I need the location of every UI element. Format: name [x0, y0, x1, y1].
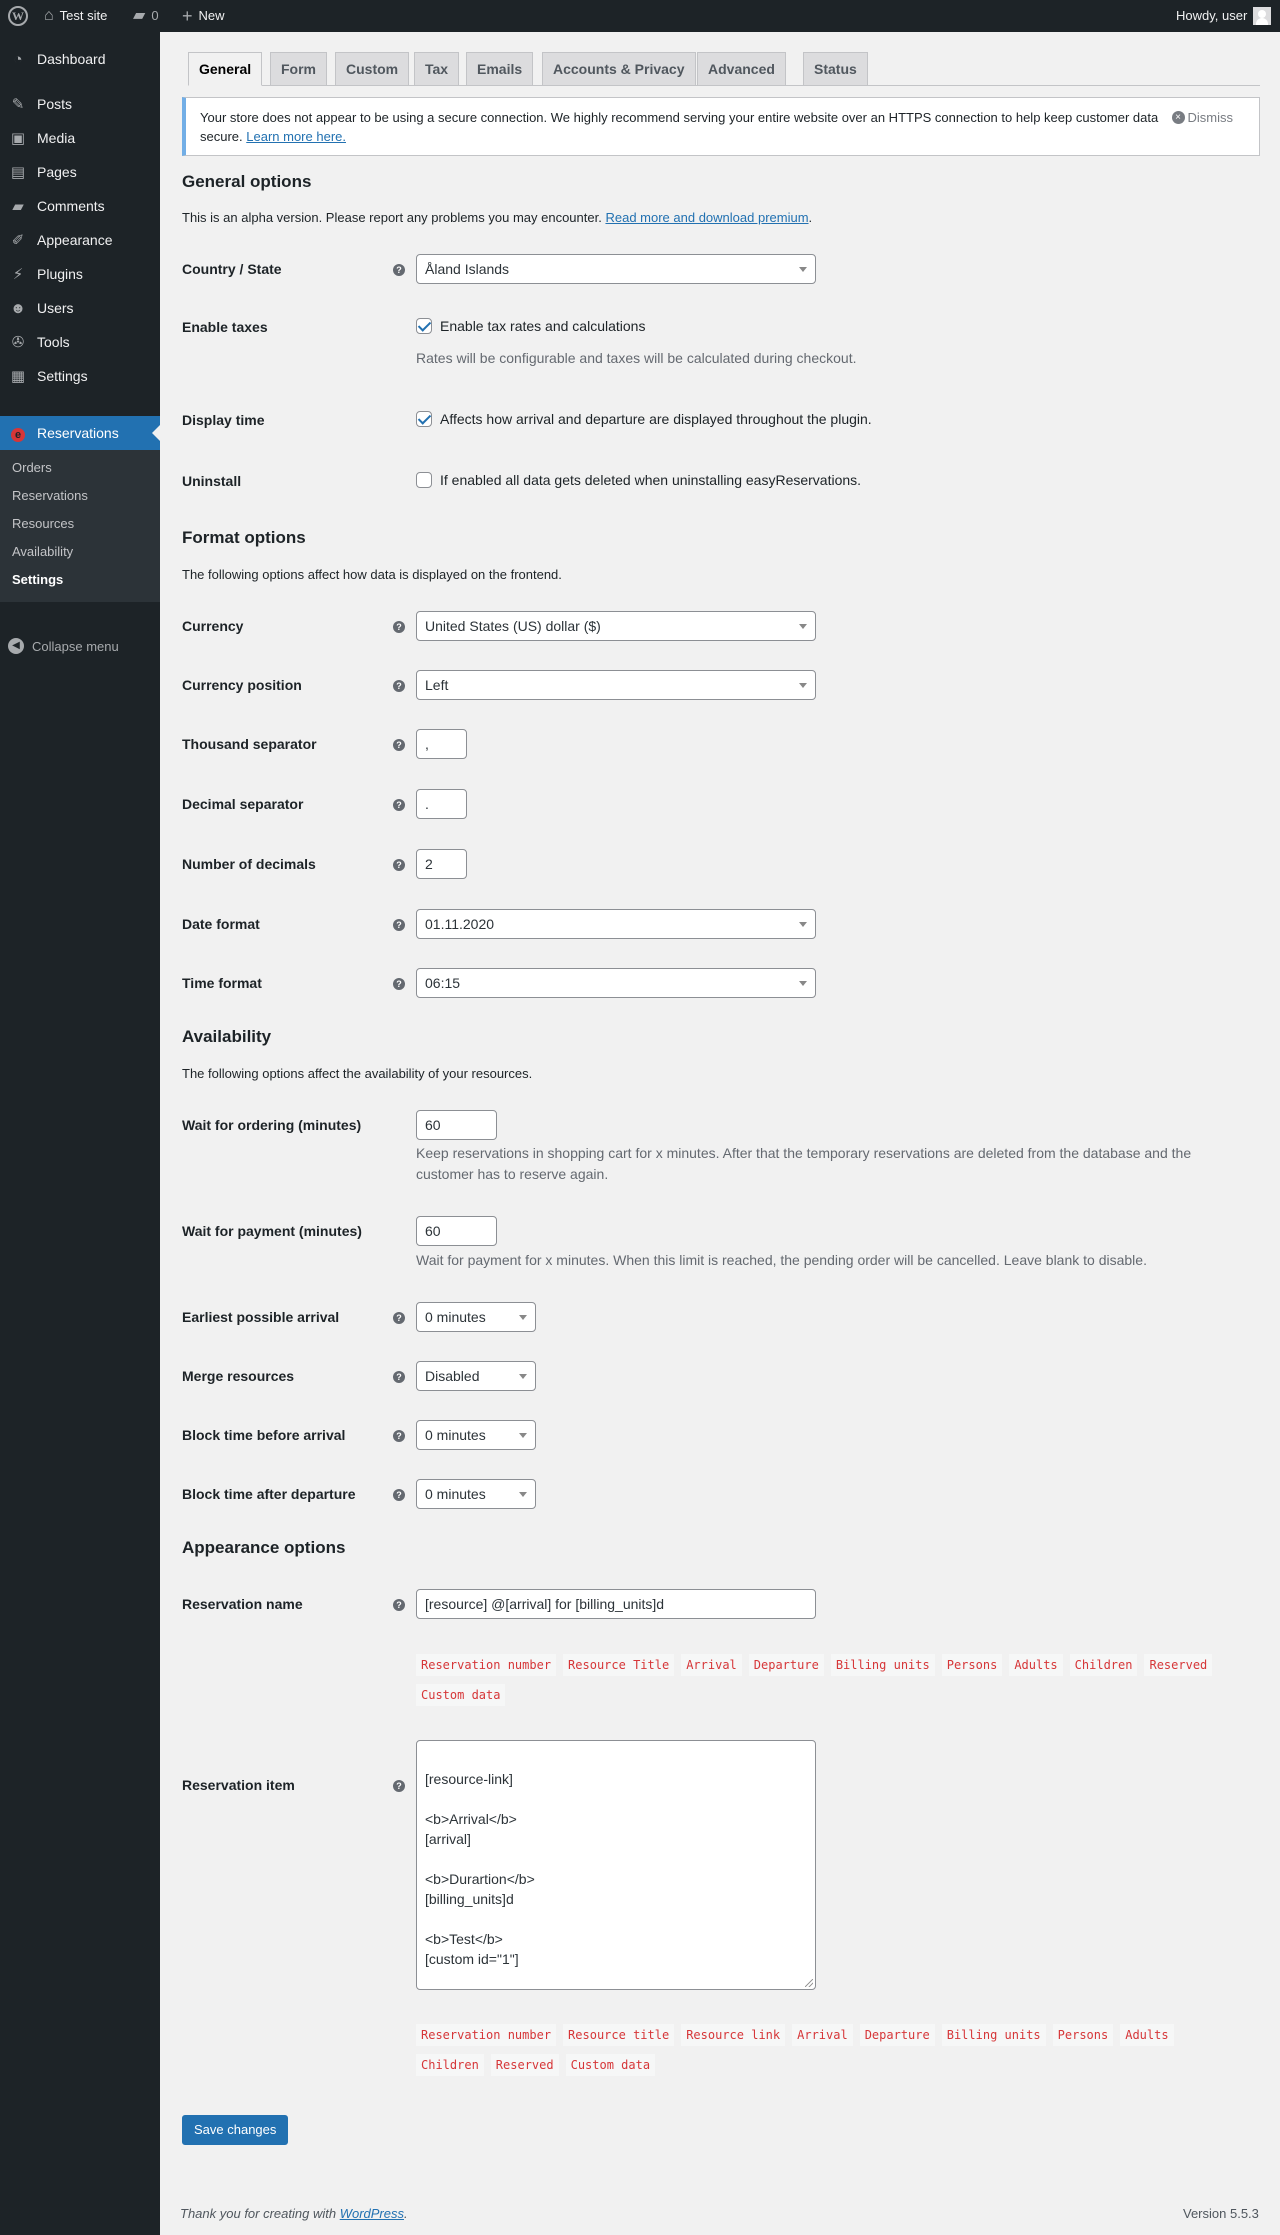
close-icon: ×: [1172, 111, 1185, 124]
submenu-item-settings[interactable]: Settings: [12, 572, 64, 587]
plus-icon: +: [182, 6, 193, 26]
avatar: [1253, 7, 1271, 25]
submenu-item-reservations[interactable]: Reservations: [12, 488, 88, 503]
placeholder-tag[interactable]: Reserved: [491, 2054, 559, 2076]
tab-status[interactable]: Status: [803, 52, 868, 86]
reservations-icon-wrap: [8, 425, 28, 442]
block-after-departure-label: Block time after departure: [182, 1486, 356, 1502]
placeholder-tag[interactable]: Billing units: [942, 2024, 1046, 2046]
footer-period: .: [404, 2206, 408, 2221]
placeholder-tag[interactable]: Custom data: [416, 1684, 505, 1706]
sidebar-item-posts[interactable]: [0, 87, 160, 121]
submenu-item-availability[interactable]: Availability: [12, 544, 74, 559]
tab-accounts-privacy[interactable]: Accounts & Privacy: [542, 52, 696, 86]
help-icon[interactable]: ?: [393, 1489, 405, 1501]
collapse-menu-label: Collapse menu: [32, 638, 119, 654]
enable-taxes-text: Enable tax rates and calculations: [440, 318, 646, 334]
uninstall-row: [416, 472, 861, 488]
reservation-item-tags: [416, 2024, 1246, 2076]
sidebar-item-label: Tools: [37, 334, 70, 350]
display-time-label: Display time: [182, 412, 265, 428]
wordpress-logo-icon: W: [8, 6, 28, 26]
enable-taxes-label: Enable taxes: [182, 319, 268, 335]
dismiss-button[interactable]: [1172, 108, 1234, 127]
https-notice: [182, 97, 1260, 156]
sidebar-item-tools[interactable]: [0, 325, 160, 359]
number-of-decimals-label: Number of decimals: [182, 856, 316, 872]
help-icon[interactable]: ?: [393, 1780, 405, 1792]
notice-text: Your store does not appear to be using a secure connection. We highly recommend serving your entire website over an HTTPS connection to help keep customer data secure.: [200, 110, 1159, 144]
placeholder-tag[interactable]: Billing units: [831, 1654, 935, 1676]
placeholder-tag[interactable]: Resource title: [563, 2024, 674, 2046]
sidebar-item-label: Dashboard: [37, 51, 106, 67]
sidebar-item-media[interactable]: [0, 121, 160, 155]
block-before-arrival-select[interactable]: 0 minutes: [416, 1420, 536, 1450]
tab-emails[interactable]: Emails: [466, 52, 533, 86]
sidebar-item-label: Appearance: [37, 232, 113, 248]
tab-advanced[interactable]: Advanced: [697, 52, 786, 86]
display-time-checkbox[interactable]: [416, 411, 432, 427]
sidebar-item-label: Comments: [37, 198, 105, 214]
uninstall-label: Uninstall: [182, 473, 242, 489]
comment-bubble-icon: ▰: [133, 7, 146, 24]
placeholder-tag[interactable]: Children: [1070, 1654, 1138, 1676]
help-icon[interactable]: ?: [393, 859, 405, 871]
resize-handle-icon[interactable]: [805, 1979, 813, 1987]
sidebar-item-plugins[interactable]: [0, 257, 160, 291]
sidebar-item-comments[interactable]: [0, 189, 160, 223]
wait-for-ordering-label: Wait for ordering (minutes): [182, 1117, 362, 1133]
placeholder-tag[interactable]: Departure: [749, 1654, 824, 1676]
sidebar-item-label: Pages: [37, 164, 77, 180]
merge-resources-select[interactable]: Disabled: [416, 1361, 536, 1391]
decimal-separator-label: Decimal separator: [182, 796, 304, 812]
footer-thanks: [180, 2206, 408, 2221]
tab-tax[interactable]: Tax: [414, 52, 459, 86]
wait-for-ordering-input[interactable]: 60: [416, 1110, 497, 1140]
my-account-link[interactable]: [1176, 0, 1271, 32]
sidebar-item-label: Posts: [37, 96, 73, 112]
page-icon: ▤: [10, 164, 26, 181]
download-premium-link[interactable]: Read more and download premium: [605, 210, 809, 225]
placeholder-tag[interactable]: Adults: [1009, 1654, 1062, 1676]
placeholder-tag[interactable]: Persons: [1053, 2024, 1114, 2046]
site-name-link[interactable]: [44, 0, 107, 32]
sidebar-item-label: Reservations: [37, 425, 119, 441]
display-time-row: [416, 411, 872, 427]
number-of-decimals-input[interactable]: 2: [416, 849, 467, 879]
new-content-link[interactable]: [182, 0, 225, 32]
decimal-separator-input[interactable]: .: [416, 789, 467, 819]
help-icon[interactable]: ?: [393, 1599, 405, 1611]
save-changes-button[interactable]: Save changes: [182, 2115, 288, 2145]
howdy-text: Howdy, user: [1176, 8, 1248, 23]
submenu-item-orders[interactable]: Orders: [12, 460, 52, 475]
sidebar-item-reservations[interactable]: [0, 416, 160, 450]
sidebar-item-pages[interactable]: [0, 155, 160, 189]
collapse-menu-button[interactable]: [8, 638, 119, 654]
enable-taxes-checkbox[interactable]: [416, 318, 432, 334]
sidebar-item-dashboard[interactable]: [0, 42, 160, 76]
help-icon[interactable]: ?: [393, 799, 405, 811]
help-icon[interactable]: ?: [393, 621, 405, 633]
reservation-name-tags: [416, 1654, 1246, 1706]
thousand-separator-label: Thousand separator: [182, 736, 317, 752]
plug-icon: ⚡: [12, 266, 24, 283]
admin-sidebar: [0, 32, 160, 2235]
reservation-name-input[interactable]: [resource] @[arrival] for [billing_units]d: [416, 1589, 816, 1619]
help-icon[interactable]: ?: [393, 919, 405, 931]
thousand-separator-input[interactable]: ,: [416, 729, 467, 759]
tab-custom[interactable]: Custom: [335, 52, 409, 86]
placeholder-tag[interactable]: Persons: [942, 1654, 1003, 1676]
wait-for-payment-description: Wait for payment for x minutes. When this limit is reached, the pending order will be cancelled. Leave blank to disable.: [416, 1252, 1147, 1268]
tab-general[interactable]: General: [188, 52, 262, 86]
availability-heading: Availability: [182, 1027, 272, 1046]
uninstall-text: If enabled all data gets deleted when uninstalling easyReservations.: [440, 472, 862, 488]
comment-icon: ▰: [12, 198, 24, 215]
display-time-text: Affects how arrival and departure are displayed throughout the plugin.: [440, 411, 872, 427]
enable-taxes-row: [416, 318, 645, 334]
country-state-select[interactable]: Åland Islands: [416, 254, 816, 284]
reservation-item-value: [resource-link] <b>Arrival</b> [arrival] <b>Durartion</b> [billing_units]d <b>Test</b> [custom id="1"]: [425, 1771, 535, 1967]
wait-for-payment-label: Wait for payment (minutes): [182, 1223, 362, 1239]
currency-label: Currency: [182, 618, 244, 634]
learn-more-link[interactable]: Learn more here.: [246, 129, 346, 144]
date-format-select[interactable]: 01.11.2020: [416, 909, 816, 939]
placeholder-tag[interactable]: Resource Title: [563, 1654, 674, 1676]
general-description: This is an alpha version. Please report any problems you may encounter. Read more and download premium.: [182, 210, 813, 225]
sidebar-item-settings[interactable]: [0, 359, 160, 393]
sidebar-item-label: Settings: [37, 368, 88, 384]
site-name: Test site: [59, 8, 108, 23]
taxes-description: Rates will be configurable and taxes will be calculated during checkout.: [416, 350, 857, 366]
currency-select[interactable]: United States (US) dollar ($): [416, 611, 816, 641]
placeholder-tag[interactable]: Reserved: [1144, 1654, 1212, 1676]
settings-tabs: [188, 52, 1260, 86]
user-icon: ☻: [10, 299, 26, 317]
brush-icon: ✐: [11, 232, 25, 249]
sidebar-item-users[interactable]: [0, 291, 160, 325]
appearance-options-heading: Appearance options: [182, 1538, 346, 1557]
settings-icon: ▦: [10, 368, 26, 385]
submenu-item-resources[interactable]: Resources: [12, 516, 75, 531]
wait-for-payment-input[interactable]: 60: [416, 1216, 497, 1246]
home-icon: ⌂: [44, 7, 54, 24]
help-icon[interactable]: ?: [393, 680, 405, 692]
availability-description: The following options affect the availability of your resources.: [182, 1066, 533, 1081]
earliest-arrival-select[interactable]: 0 minutes: [416, 1302, 536, 1332]
format-description: The following options affect how data is displayed on the frontend.: [182, 567, 562, 582]
block-after-departure-select[interactable]: 0 minutes: [416, 1479, 536, 1509]
help-icon[interactable]: ?: [393, 978, 405, 990]
format-options-heading: Format options: [182, 528, 306, 547]
placeholder-tag[interactable]: Departure: [860, 2024, 935, 2046]
reservation-name-label: Reservation name: [182, 1596, 303, 1612]
earliest-arrival-label: Earliest possible arrival: [182, 1309, 340, 1325]
reservations-icon: e: [11, 428, 25, 442]
dismiss-label: Dismiss: [1187, 110, 1233, 125]
reservation-item-label: Reservation item: [182, 1777, 295, 1793]
placeholder-tag[interactable]: Arrival: [681, 1654, 742, 1676]
wordpress-link[interactable]: WordPress: [339, 2206, 404, 2221]
admin-bar: [0, 0, 1280, 32]
media-icon: ▣: [10, 130, 26, 147]
reservation-item-textarea[interactable]: [416, 1740, 816, 1990]
sidebar-item-label: Users: [37, 300, 74, 316]
placeholder-tag[interactable]: Resource link: [681, 2024, 785, 2046]
time-format-label: Time format: [182, 975, 262, 991]
general-options-heading: General options: [182, 172, 312, 191]
wrench-icon: ✇: [11, 334, 25, 351]
new-label: New: [198, 8, 225, 23]
currency-position-label: Currency position: [182, 677, 302, 693]
placeholder-tag[interactable]: Children: [416, 2054, 484, 2076]
help-icon[interactable]: ?: [393, 1371, 405, 1383]
help-icon[interactable]: ?: [393, 1312, 405, 1324]
placeholder-tag[interactable]: Adults: [1120, 2024, 1173, 2046]
tab-form[interactable]: Form: [270, 52, 327, 86]
footer-thanks-text: Thank you for creating with: [180, 2206, 337, 2221]
placeholder-tag[interactable]: Custom data: [566, 2054, 655, 2076]
pin-icon: ✎: [11, 96, 25, 113]
footer-version: Version 5.5.3: [1183, 2206, 1259, 2221]
placeholder-tag[interactable]: Arrival: [792, 2024, 853, 2046]
block-before-arrival-label: Block time before arrival: [182, 1427, 346, 1443]
date-format-label: Date format: [182, 916, 260, 932]
country-state-label: Country / State: [182, 261, 282, 277]
help-icon[interactable]: ?: [393, 264, 405, 276]
help-icon[interactable]: ?: [393, 739, 405, 751]
reservations-submenu: [0, 450, 160, 602]
sidebar-item-appearance[interactable]: [0, 223, 160, 257]
time-format-select[interactable]: 06:15: [416, 968, 816, 998]
collapse-arrow-icon: ◀: [8, 638, 24, 654]
comments-link[interactable]: [133, 0, 159, 32]
comments-count: 0: [151, 8, 159, 23]
currency-position-select[interactable]: Left: [416, 670, 816, 700]
dashboard-icon: ◔: [13, 50, 23, 68]
merge-resources-label: Merge resources: [182, 1368, 295, 1384]
help-icon[interactable]: ?: [393, 1430, 405, 1442]
placeholder-tag[interactable]: Reservation number: [416, 1654, 556, 1676]
general-description-text: This is an alpha version. Please report any problems you may encounter.: [182, 210, 602, 225]
wp-logo-menu[interactable]: [8, 0, 28, 32]
sidebar-item-label: Media: [37, 130, 76, 146]
uninstall-checkbox[interactable]: [416, 472, 432, 488]
wait-for-ordering-description: Keep reservations in shopping cart for x minutes. After that the temporary reservations are deleted from the database and the customer has to reserve again.: [416, 1145, 1192, 1182]
placeholder-tag[interactable]: Reservation number: [416, 2024, 556, 2046]
sidebar-item-label: Plugins: [37, 266, 83, 282]
